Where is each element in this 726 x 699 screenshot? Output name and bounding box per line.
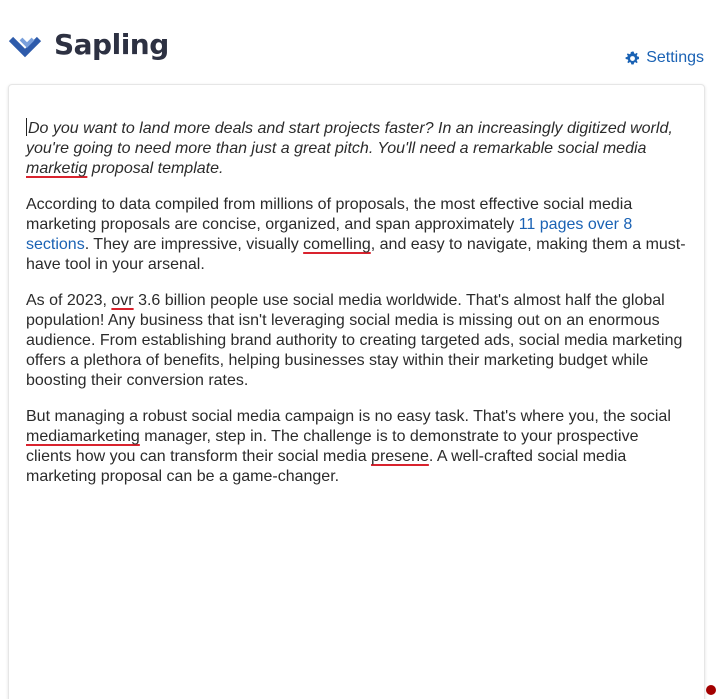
brand-name: Sapling: [54, 28, 169, 61]
editor-text-area[interactable]: [26, 118, 686, 503]
top-bar: [0, 0, 726, 84]
paragraph-3: [26, 291, 686, 391]
settings-label: Settings: [646, 49, 704, 66]
p2-text-c: , and easy to navigate, making them a must-have tool in your arsenal.: [26, 236, 686, 273]
paragraph-4: [26, 407, 686, 487]
p1-text-b: proposal template.: [87, 160, 224, 177]
p3-text-b: 3.6 billion people use social media worldwide. That's almost half the global population! Any business that isn't leveraging social media is missing out on an enormous audience. From establishing brand authority to creating targeted ads, social media marketing offers a plethora of benefits, helping businesses stay within their marketing budget while boosting their conversion rates.: [26, 292, 683, 389]
p2-text-b: . They are impressive, visually: [84, 236, 304, 253]
status-indicator-dot: [706, 685, 716, 695]
p2-text-a: According to data compiled from millions of proposals, the most effective social media marketing proposals are concise, organized, and span approximately: [26, 196, 633, 233]
spelling-error-presene[interactable]: presene: [371, 448, 429, 465]
spelling-error-comelling[interactable]: comelling: [303, 236, 371, 253]
link-11-pages[interactable]: 11 pages over 8 sections: [26, 216, 633, 253]
p4-text-c: . A well-crafted social media marketing proposal can be a game-changer.: [26, 448, 627, 485]
spelling-error-marketig[interactable]: marketig: [26, 160, 88, 177]
sapling-logo[interactable]: [8, 30, 169, 60]
text-caret: [26, 118, 27, 136]
spelling-error-mediamarketing[interactable]: mediamarketing: [26, 428, 140, 445]
p1-text-a: Do you want to land more deals and start projects faster? In an increasingly digitized world, you're going to need more than just a great pitch. You'll need a remarkable social media: [26, 120, 673, 157]
p4-text-a: But managing a robust social media campaign is no easy task. That's where you, the social: [26, 408, 671, 425]
settings-button[interactable]: [625, 49, 704, 67]
sapling-logo-icon: [8, 30, 48, 60]
gear-icon: [625, 51, 640, 66]
p3-text-a: As of 2023,: [26, 292, 112, 309]
p4-text-b: manager, step in. The challenge is to demonstrate to your prospective clients how you can transform their social media: [26, 428, 639, 465]
spelling-error-ovr[interactable]: ovr: [111, 292, 134, 309]
paragraph-2: [26, 195, 686, 275]
paragraph-1: [26, 118, 686, 179]
editor-panel: [8, 84, 705, 699]
